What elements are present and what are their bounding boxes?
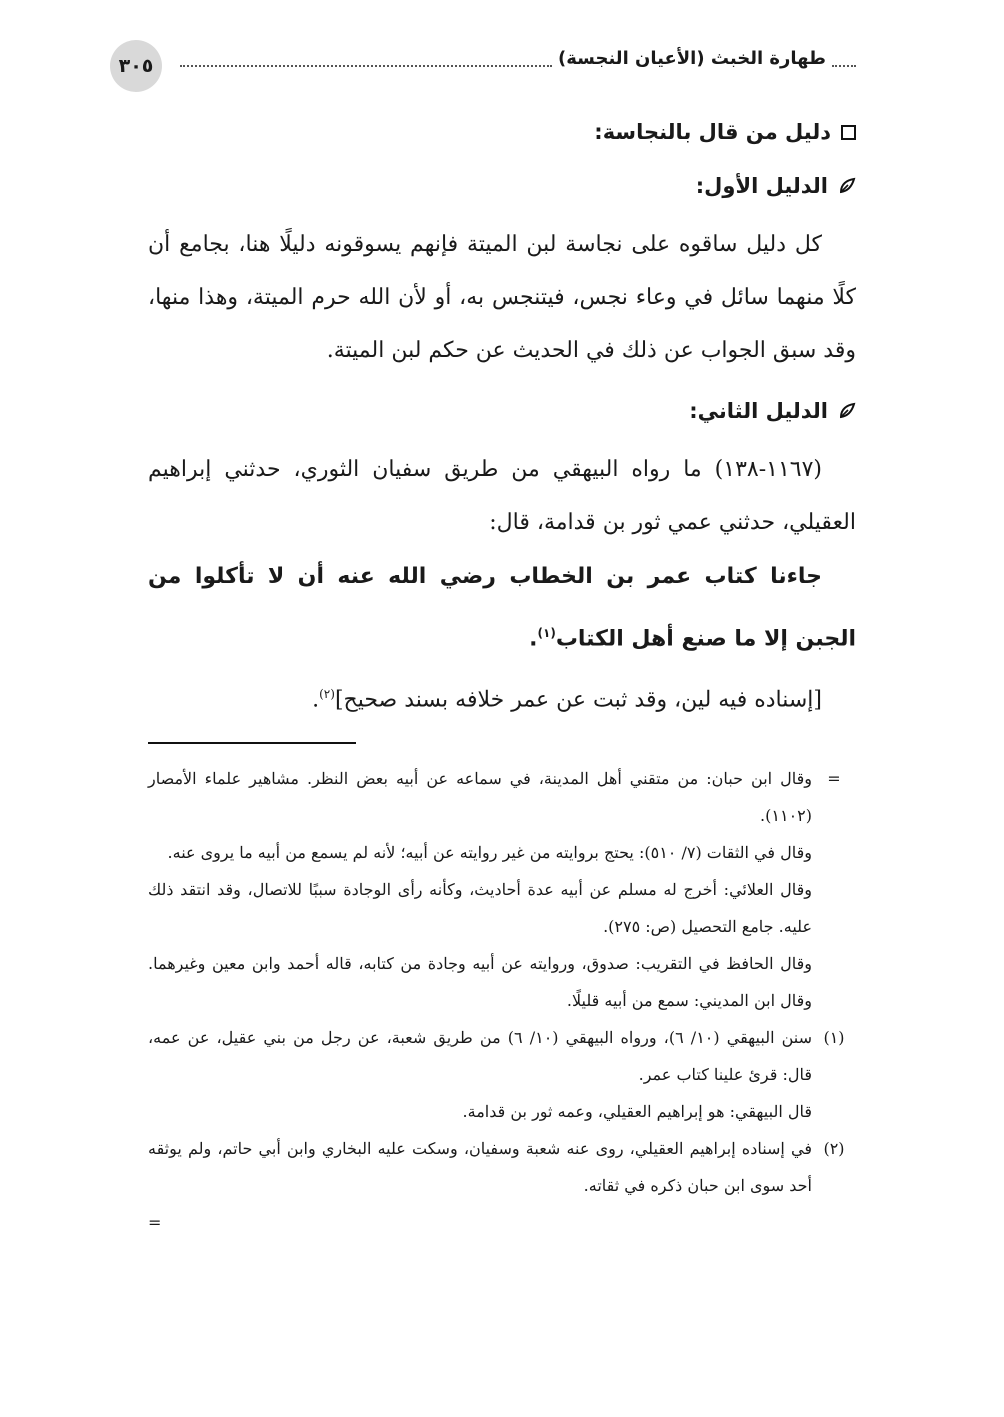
continuation-line: وقال ابن حبان: من متقني أهل المدينة، في سماعه عن أبيه بعض النظر. مشاهير علماء الأمصار (١١٠٢). <box>148 769 812 825</box>
subheading-first-text: الدليل الأول: <box>695 174 828 198</box>
paragraph-first-evidence: كل دليل ساقوه على نجاسة لبن الميتة فإنهم يسوقونه دليلًا هنا، بجامع أن كلًا منهما سائل في وعاء نجس، فيتنجس به، أو لأن الله حرم الميتة، وهذا منها، وقد سبق الجواب عن ذلك في الحديث عن حكم لبن الميتة. <box>148 232 856 363</box>
subheading-first <box>148 166 856 206</box>
main-text <box>148 112 856 726</box>
section-heading-text: دليل من قال بالنجاسة: <box>594 120 831 144</box>
footnote-1-line: قال البيهقي: هو إبراهيم العقيلي، وعمه ثور بن قدامة. <box>462 1102 812 1121</box>
continuation-mark: = <box>827 769 841 788</box>
footnote-1 <box>148 1019 856 1130</box>
footnote-1-line: سنن البيهقي (١٠/ ٦)، ورواه البيهقي (١٠/ ٦) من طريق شعبة، عن رجل من بني عقيل، عن عمه، قال: قرئ علينا كتاب عمر. <box>148 1028 813 1084</box>
section-heading <box>148 112 856 152</box>
page-number: ٣٠٥ <box>110 40 162 92</box>
footnote-ref-1[interactable]: (١) <box>537 626 556 640</box>
footnote-2 <box>148 1130 856 1241</box>
running-title: طهارة الخبث (الأعيان النجسة) <box>558 48 826 69</box>
grading-end: . <box>312 687 320 713</box>
subheading-second-text: الدليل الثاني: <box>689 399 828 423</box>
footnote-2-line <box>148 1130 812 1204</box>
quote-end: . <box>529 626 538 652</box>
continuation-line: وقال العلائي: أخرج له مسلم عن أبيه عدة أحاديث، وكأنه رأى الوجادة سببًا للاتصال، وقد انتقد ذلك عليه. جامع التحصيل (ص: ٢٧٥). <box>148 880 812 936</box>
isnad-grading <box>148 669 856 725</box>
footnotes <box>148 760 856 1241</box>
square-bullet-icon <box>841 125 856 140</box>
footnote-ref-2[interactable]: (٢) <box>319 687 335 702</box>
leaf-ornament-icon <box>838 402 856 420</box>
footnote-separator <box>148 742 356 744</box>
running-title-bar <box>180 48 856 69</box>
footnote-end-mark: = <box>148 1213 162 1232</box>
isnad-grading-text: [إسناده فيه لين، وقد ثبت عن عمر خلافه بسند صحيح] <box>334 687 822 713</box>
footnote-2-mark: (٢) <box>823 1139 845 1158</box>
athar-quote-text: جاءنا كتاب عمر بن الخطاب رضي الله عنه أن لا تأكلوا من الجبن إلا ما صنع أهل الكتاب <box>148 564 856 652</box>
leaf-ornament-icon <box>838 177 856 195</box>
page-header <box>110 40 856 100</box>
continuation-line: وقال الحافظ في التقريب: صدوق، وروايته عن أبيه وجادة من كتابه، قاله أحمد وابن معين وغيرهما. وقال ابن المديني: سمع من أبيه قليلًا. <box>148 954 812 1010</box>
footnote-2-text: في إسناده إبراهيم العقيلي، روى عنه شعبة وسفيان، وسكت عليه البخاري وابن أبي حاتم، ولم يوثقه أحد سوى ابن حبان ذكره في ثقاته. <box>148 1139 812 1195</box>
footnote-continuation <box>148 760 856 1019</box>
athar-quote <box>148 549 856 667</box>
subheading-second <box>148 391 856 431</box>
dotted-leader-left <box>180 65 552 67</box>
paragraph-second-evidence: (١١٦٧-١٣٨) ما رواه البيهقي من طريق سفيان الثوري، حدثني إبراهيم العقيلي، حدثني عمي ثور بن قدامة، قال: <box>148 457 856 535</box>
dotted-leader-right <box>832 65 856 67</box>
continuation-line: وقال في الثقات (٧/ ٥١٠): يحتج بروايته من غير روايته عن أبيه؛ لأنه لم يسمع من أبيه ما يروى عنه. <box>167 843 812 862</box>
footnote-1-mark: (١) <box>823 1028 845 1047</box>
